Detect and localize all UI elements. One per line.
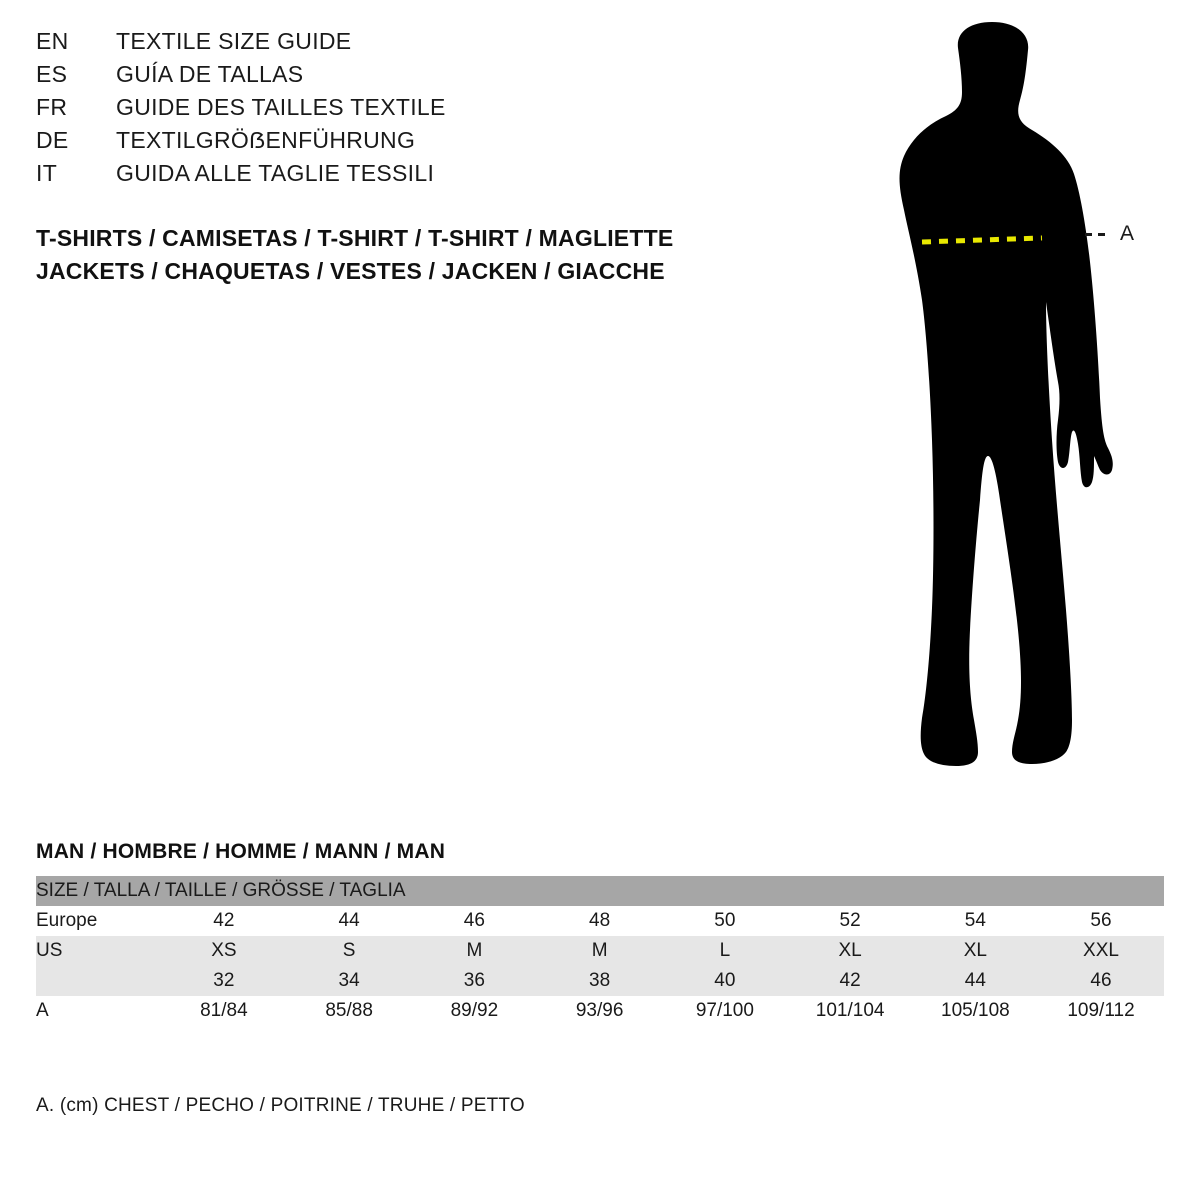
row-value: XS <box>161 936 286 966</box>
table-header-row <box>36 876 1164 906</box>
language-row <box>36 28 736 61</box>
category-jackets: JACKETS / CHAQUETAS / VESTES / JACKEN / GIACCHE <box>36 258 665 284</box>
table-row <box>36 906 1164 936</box>
language-title: GUIDA ALLE TAGLIE TESSILI <box>116 160 435 186</box>
row-value: 93/96 <box>537 996 662 1026</box>
row-value: XL <box>913 936 1038 966</box>
language-title: TEXTILE SIZE GUIDE <box>116 28 352 54</box>
language-code: ES <box>36 61 68 87</box>
row-value: 40 <box>662 966 787 996</box>
row-value: 32 <box>161 966 286 996</box>
row-value: 56 <box>1038 906 1164 936</box>
row-value: 46 <box>1038 966 1164 996</box>
language-code: IT <box>36 160 58 186</box>
row-value: 89/92 <box>412 996 537 1026</box>
row-value: 81/84 <box>161 996 286 1026</box>
row-value: 36 <box>412 966 537 996</box>
language-row <box>36 94 736 127</box>
language-row <box>36 160 736 193</box>
row-value: 42 <box>788 966 913 996</box>
row-value: 34 <box>287 966 412 996</box>
table-title: MAN / HOMBRE / HOMME / MANN / MAN <box>36 840 446 863</box>
row-label: Europe <box>36 906 161 936</box>
row-value: 42 <box>161 906 286 936</box>
row-value: 52 <box>788 906 913 936</box>
row-value: 44 <box>913 966 1038 996</box>
language-title: TEXTILGRÖẞENFÜHRUNG <box>116 127 416 153</box>
row-value: XL <box>788 936 913 966</box>
size-table-section <box>36 840 1164 1026</box>
language-code: EN <box>36 28 69 54</box>
row-value: 105/108 <box>913 996 1038 1026</box>
row-label <box>36 966 161 996</box>
language-header-block <box>36 28 736 193</box>
garment-category-block <box>36 222 796 288</box>
measure-label-a: A <box>1120 222 1135 245</box>
language-title: GUÍA DE TALLAS <box>116 61 304 87</box>
row-value: 38 <box>537 966 662 996</box>
row-value: 50 <box>662 906 787 936</box>
silhouette-icon <box>830 10 1170 800</box>
row-value: 101/104 <box>788 996 913 1026</box>
table-row <box>36 966 1164 996</box>
language-row <box>36 127 736 160</box>
language-code: DE <box>36 127 69 153</box>
language-row <box>36 61 736 94</box>
table-row <box>36 996 1164 1026</box>
row-value: S <box>287 936 412 966</box>
category-tshirts: T-SHIRTS / CAMISETAS / T-SHIRT / T-SHIRT / MAGLIETTE <box>36 225 674 251</box>
male-silhouette-figure <box>830 10 1170 800</box>
table-row <box>36 936 1164 966</box>
row-value: XXL <box>1038 936 1164 966</box>
measure-leader-dashes <box>1085 233 1111 236</box>
row-value: 48 <box>537 906 662 936</box>
measurement-footnote: A. (cm) CHEST / PECHO / POITRINE / TRUHE / PETTO <box>36 1095 525 1116</box>
row-value: 85/88 <box>287 996 412 1026</box>
row-value: 54 <box>913 906 1038 936</box>
language-title: GUIDE DES TAILLES TEXTILE <box>116 94 446 120</box>
language-code: FR <box>36 94 68 120</box>
row-value: 44 <box>287 906 412 936</box>
row-value: 109/112 <box>1038 996 1164 1026</box>
row-label: US <box>36 936 161 966</box>
row-value: 46 <box>412 906 537 936</box>
table-header-label: SIZE / TALLA / TAILLE / GRÖSSE / TAGLIA <box>36 876 1164 906</box>
size-table <box>36 876 1164 1026</box>
row-value: M <box>412 936 537 966</box>
row-label: A <box>36 996 161 1026</box>
row-value: L <box>662 936 787 966</box>
row-value: 97/100 <box>662 996 787 1026</box>
row-value: M <box>537 936 662 966</box>
